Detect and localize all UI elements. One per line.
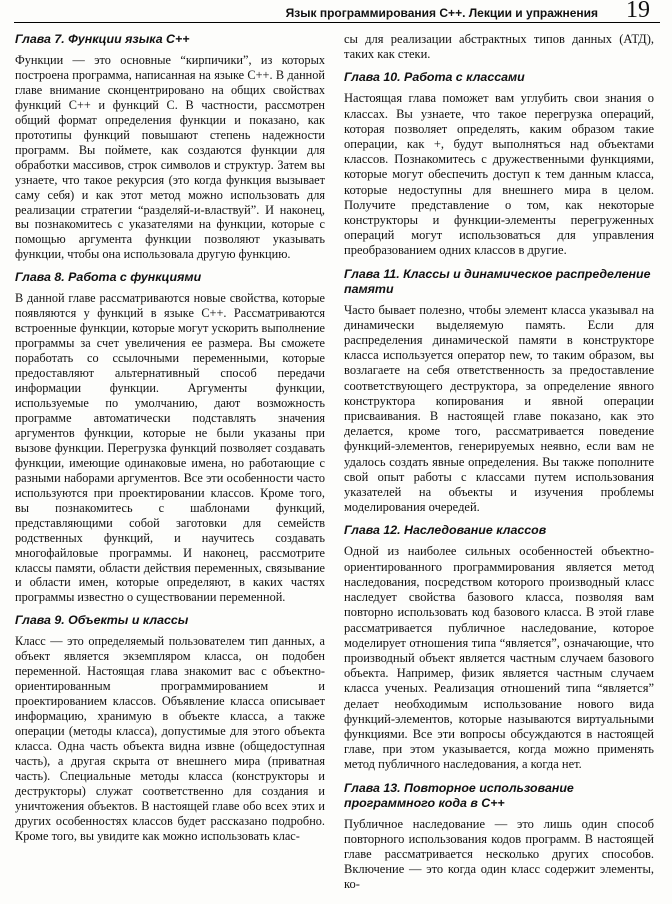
chapter-9-text: Класс — это определяемый пользователем тип данных, а объект является экземпляром класса, он подобен переменной. Настоящая глава знакомит вас с объектно-ориентированным программированием и проектированием классов. Объявление класса описывает информацию, хранимую в объекте класса, а также операции (методы класса), допустимые для этого объекта класса. Одна часть объекта видна извне (общедоступная часть), а другая скрыта от внешнего мира (приватная часть). Специальные методы класса (конструкторы и деструкторы) служат соответственно для создания и уничтожения объектов. В настоящей главе обо всех этих и других особенностях классов будет рассказано подробно. Кроме того, вы увидите как можно использовать клас- <box>15 634 325 843</box>
running-title: Язык программирования С++. Лекции и упражнения <box>285 6 598 20</box>
chapter-11-heading: Глава 11. Классы и динамическое распределение памяти <box>344 266 651 296</box>
chapter-10-text: Настоящая глава поможет вам углубить свои знания о классах. Вы узнаете, что такое перегрузка операций, которая позволяет определять, каким образом такие операции, как +, будут выполняться над объектами классов. Познакомитесь с дружественными функциями, которые могут обеспечить доступ к тем данным класса, которые недоступны для внешнего мира в целом. Получите представление о том, как некоторые конструкторы и функции-элементы перегруженных операций могут использоваться для управления преобразованием одних классов в другие. <box>344 91 654 258</box>
chapter-13-text: Публичное наследование — это лишь один способ повторного использования кодов программ. В настоящей главе рассматривается несколько других способов. Включение — это когда один класс содержит элементы, ко- <box>344 816 654 892</box>
chapter-12-heading: Глава 12. Наследование классов <box>344 523 547 538</box>
chapter-12-text: Одной из наиболее сильных особенностей объектно-ориентированного программирования является метод наследования, посредством которого производный класс наследует свойства базового класса, позволяя вам повторно использовать код базового класса. В этой главе рассматривается публичное наследование, которое моделирует отношения типа “является”, означающие, что производный объект является частным случаем базового объекта. Например, физик является частным случаем класса ученых. Реализация отношений типа “является” делает необходимым использование нового вида функций-элементов, которые называются виртуальными функциями. Все эти вопросы обсуждаются в настоящей главе, при этом указывается, когда можно применять метод публичного наследования, а когда нет. <box>344 544 654 772</box>
chapter-9-continuation: сы для реализации абстрактных типов данных (АТД), таких как стеки. <box>344 32 654 62</box>
chapter-7-text: Функции — это основные “кирпичики”, из которых построена программа, написанная на языке С++. В данной главе внимание сконцентрировано на общих свойствах функций С++ и функций С. В частности, рассмотрен общий формат определения функции и показано, как прототипы функций повышают степень надежности программ. Вы поймете, как создаются функции для обработки массивов, строк символов и структур. Затем вы узнаете, что такое рекурсия (это когда функция вызывает саму себя) и как этот метод можно использовать для реализации стратегии “разделяй-и-властвуй”. И наконец, вы познакомитесь с указателями на функции, которые с помощью аргумента функции позволяют указывать функции, чтобы она использовала другую функцию. <box>15 53 325 262</box>
page-number: 19 <box>626 0 650 23</box>
right-column <box>344 32 654 893</box>
chapter-8-heading: Глава 8. Работа с функциями <box>15 270 202 285</box>
chapter-10-heading: Глава 10. Работа с классами <box>344 70 525 85</box>
left-column <box>15 32 325 844</box>
chapter-8-text: В данной главе рассматриваются новые свойства, которые появляются у функций в языке С++. Рассматриваются встроенные функции, которые могут ускорить выполнение программы за счет увеличения ее размера. Вы сможете поработать со ссылочными переменными, которые предоставляют альтернативный способ передачи информации функции. Аргументы функции, используемые по умолчанию, дают возможность программе автоматически подставлять значения аргументов функции, которые не были указаны при вызове функции. Перегрузка функций позволяет создавать функции, имеющие одинаковые имена, но работающие с разными наборами аргументов. Все эти особенности часто используются при проектировании классов. Кроме того, вы познакомитесь с шаблонами функций, представляющими собой заготовки для семейств родственных функций, и научитесь создавать многофайловые программы. И наконец, рассмотрите классы памяти, области действия переменных, связывание и области имен, которые определяют, в каких частях программы известно о существовании переменной. <box>15 291 325 605</box>
chapter-11-text: Часто бывает полезно, чтобы элемент класса указывал на динамически выделяемую память. Если для распределения динамической памяти в конструкторе класса используется оператор new, то таким образом, вы возлагаете на себя ответственность за предоставление соответствующего деструктора, за определение явного конструктора копирования и явной операции присваивания. В настоящей главе показано, как это делается, кроме того, рассматривается поведение функций-элементов, генерируемых неявно, если вам не удалось создать явные определения. Вы также пополните свой опыт работы с классами путем использования указателей на объекты и изучения проблемы моделирования очередей. <box>344 302 654 515</box>
chapter-9-heading: Глава 9. Объекты и классы <box>15 613 189 628</box>
chapter-13-heading: Глава 13. Повторное использование программного кода в С++ <box>344 780 574 810</box>
chapter-7-heading: Глава 7. Функции языка С++ <box>15 32 190 46</box>
page-header <box>14 0 660 23</box>
